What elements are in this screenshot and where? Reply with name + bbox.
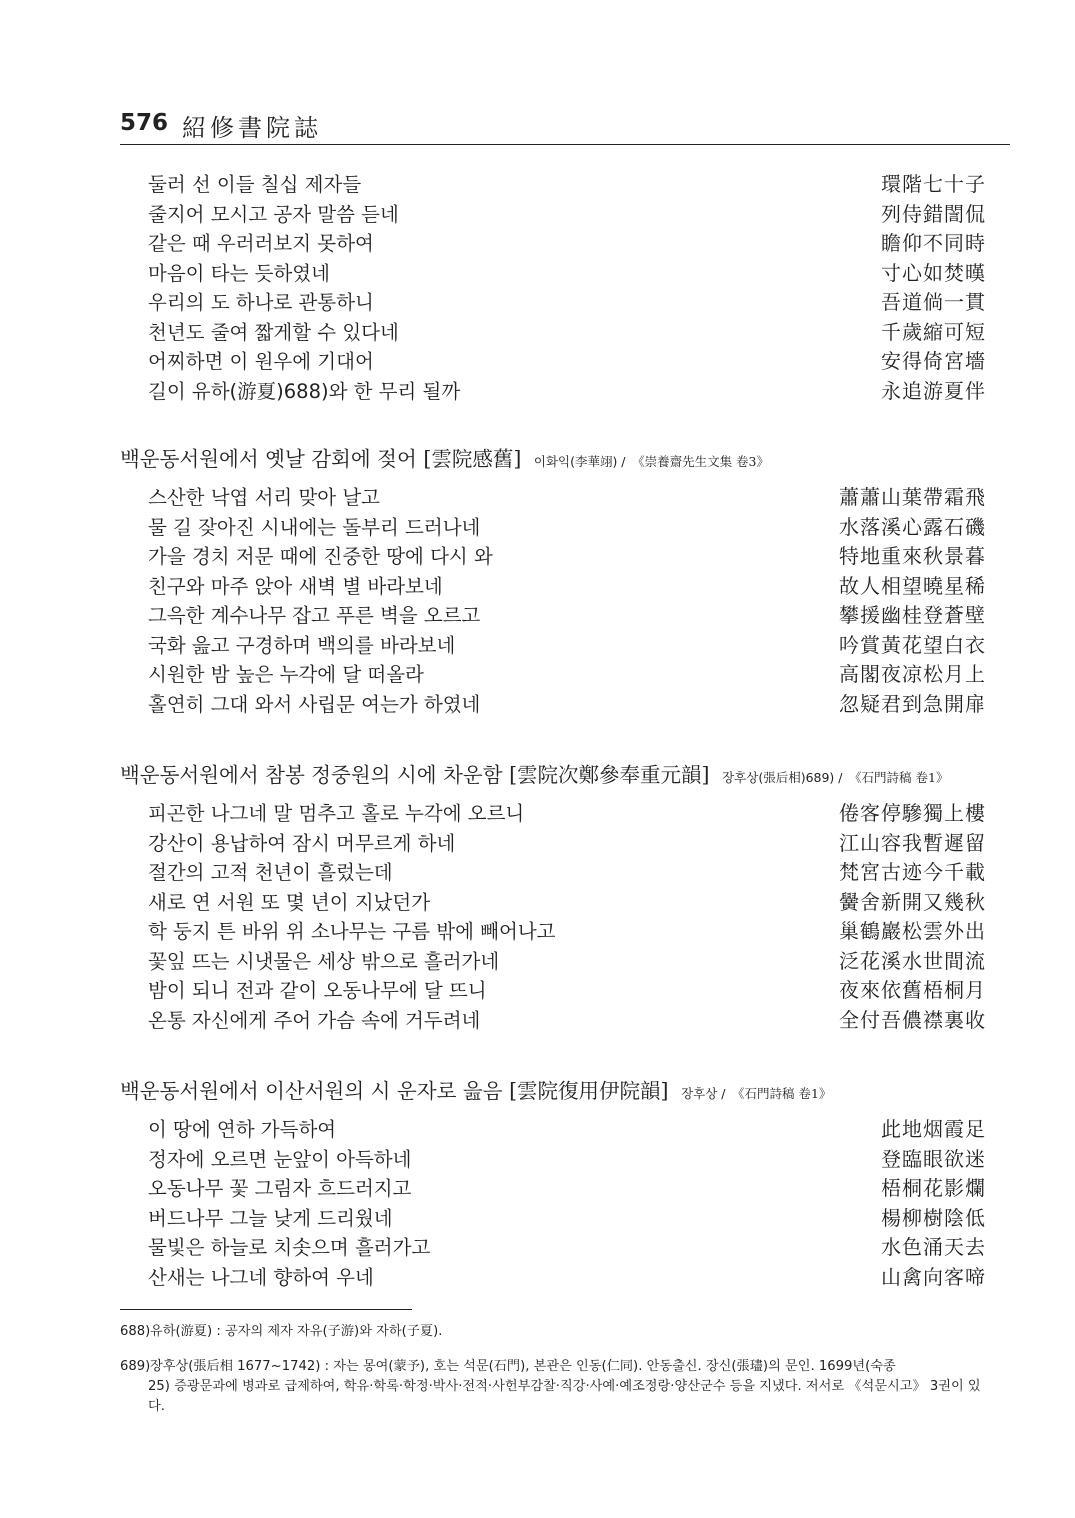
poem-2 [148,483,986,719]
section-title-chinese: [雲院復用伊院韻] [509,1079,669,1103]
footnote-number: 689) [120,1359,151,1374]
poem-line [148,1115,986,1145]
korean-line: 홀연히 그대 와서 사립문 여는가 하였네 [148,692,481,716]
poem-line [148,1233,986,1263]
chinese-line: 忽疑君到急開扉 [839,691,986,716]
chinese-line: 梧桐花影爛 [881,1176,986,1200]
chinese-line: 吾道倘一貫 [881,290,986,314]
chinese-line: 全付吾儂襟裏收 [839,1007,986,1032]
section-title [120,758,948,788]
korean-line: 온통 자신에게 주어 가슴 속에 거두려네 [148,1008,481,1032]
chinese-line: 倦客停驂獨上樓 [839,801,986,825]
poem-line [148,229,986,259]
poem-line [148,947,986,977]
korean-line: 같은 때 우러러보지 못하여 [148,232,374,255]
korean-line: 줄지어 모시고 공자 말씀 듣네 [148,202,399,226]
korean-line: 절간의 고적 천년이 흘렀는데 [148,861,393,884]
footnote-689 [120,1357,990,1417]
korean-line: 이 땅에 연하 가득하여 [148,1118,337,1141]
footnote-688 [120,1322,990,1342]
korean-line: 강산이 용납하여 잠시 머무르게 하네 [148,831,456,855]
korean-line: 산새는 나그네 향하여 우네 [148,1265,374,1289]
page-number: 576 [120,110,169,136]
poem-line [148,542,986,572]
source-book: 《崇養齋先生文集 卷3》 [632,454,769,469]
footnote-text: 장후상(張后相 1677~1742) : 자는 몽여(蒙予), 호는 석문(石門), 본관은 인동(仁同). 안동출신. 장신(張璶)의 문인. 1699년(숙종 [150,1359,896,1374]
chinese-line: 登臨眼欲迷 [881,1146,986,1171]
footnote-number: 688) [120,1324,151,1339]
poem-line [148,259,986,289]
poem-3 [148,799,986,1035]
chinese-line: 水色涌天去 [881,1235,986,1259]
poem-line [148,888,986,918]
poem-line [148,572,986,602]
chinese-line: 巢鶴巖松雲外出 [839,919,986,943]
poem-line [148,1174,986,1204]
chinese-line: 楊柳樹陰低 [881,1205,986,1230]
korean-line: 새로 연 서원 또 몇 년이 지났던가 [148,890,431,914]
book-title: 紹修書院誌 [182,114,322,142]
korean-line: 국화 읊고 구경하며 백의를 바라보네 [148,633,456,657]
chinese-line: 永追游夏伴 [881,378,986,403]
poem-line [148,200,986,230]
korean-line: 길이 유하(游夏)688)와 한 무리 될까 [148,379,461,403]
chinese-line: 夜來依舊梧桐月 [839,978,986,1002]
chinese-line: 環階七十子 [881,172,986,196]
korean-line: 스산한 낙엽 서리 맞아 날고 [148,486,381,509]
chinese-line: 列侍錯誾侃 [881,201,986,226]
poem-line [148,976,986,1006]
chinese-line: 故人相望曉星稀 [839,573,986,598]
poem-1 [148,170,986,406]
chinese-line: 安得倚宮墻 [881,349,986,373]
author: 장후상 / [681,1086,726,1101]
source-book: 《石門詩稿 卷1》 [849,770,949,785]
poem-line [148,318,986,348]
korean-line: 물빛은 하늘로 치솟으며 흘러가고 [148,1236,431,1259]
poem-line [148,858,986,888]
footnote-text: 유하(游夏) : 공자의 제자 자유(子游)와 자하(子夏). [150,1324,443,1339]
korean-line: 우리의 도 하나로 관통하니 [148,291,374,314]
poem-line [148,917,986,947]
section-title-chinese: [雲院感舊] [423,447,522,471]
section-title-chinese: [雲院次鄭參奉重元韻] [509,763,710,787]
poem-line [148,1263,986,1293]
korean-line: 천년도 줄여 짧게할 수 있다네 [148,320,399,344]
chinese-line: 此地烟霞足 [881,1117,986,1141]
poem-line [148,690,986,720]
korean-line: 버드나무 그늘 낮게 드리웠네 [148,1206,393,1230]
korean-line: 학 둥지 튼 바위 위 소나무는 구름 밖에 빼어나고 [148,920,556,943]
poem-line [148,1006,986,1036]
chinese-line: 攀援幽桂登蒼壁 [839,603,986,627]
korean-line: 가을 경치 저문 때에 진중한 땅에 다시 와 [148,545,493,568]
poem-line [148,483,986,513]
chinese-line: 高閣夜凉松月上 [839,662,986,686]
author: 이화익(李華翊) / [533,454,626,469]
chinese-line: 蕭蕭山葉帶霜飛 [839,485,986,509]
korean-line: 둘러 선 이들 칠십 제자들 [148,173,362,196]
poem-line [148,799,986,829]
korean-line: 오동나무 꽃 그림자 흐드러지고 [148,1177,412,1200]
chinese-line: 水落溪心露石磯 [839,514,986,539]
chinese-line: 寸心如焚暵 [881,260,986,285]
chinese-line: 瞻仰不同時 [881,231,986,255]
footnote-divider [120,1309,412,1310]
author: 장후상(張后相)689) / [722,770,843,785]
korean-line: 꽃잎 뜨는 시냇물은 세상 밖으로 흘러가네 [148,949,500,973]
chinese-line: 梵宮古迹今千載 [839,860,986,884]
chinese-line: 黌舍新開又幾秋 [839,889,986,914]
poem-line [148,377,986,407]
footnote-text-continued: 25) 증광문과에 병과로 급제하여, 학유·학록·학정·박사·전적·사헌부감찰·직강·사예·예조정랑·양산군수 등을 지냈다. 저서로 《석문시고》 3권이 있다. [148,1379,981,1414]
poem-line [148,829,986,859]
section-title [120,1074,831,1104]
section-title-korean: 백운동서원에서 옛날 감회에 젖어 [120,447,417,471]
source-book: 《石門詩稿 卷1》 [732,1086,832,1101]
korean-line: 어찌하면 이 원우에 기대어 [148,350,374,373]
korean-line: 피곤한 나그네 말 멈추고 홀로 누각에 오르니 [148,802,525,825]
korean-line: 친구와 마주 앉아 새벽 별 바라보네 [148,574,443,598]
section-title-korean: 백운동서원에서 참봉 정중원의 시에 차운함 [120,763,503,787]
poem-line [148,601,986,631]
poem-line [148,288,986,318]
korean-line: 물 길 잦아진 시내에는 돌부리 드러나네 [148,515,481,539]
poem-line [148,170,986,200]
poem-line [148,631,986,661]
poem-4 [148,1115,986,1292]
poem-line [148,1145,986,1175]
chinese-line: 吟賞黃花望白衣 [839,632,986,657]
poem-line [148,513,986,543]
korean-line: 밤이 되니 전과 같이 오동나무에 달 뜨니 [148,979,487,1002]
korean-line: 그윽한 계수나무 잡고 푸른 벽을 오르고 [148,604,481,627]
section-title [120,442,769,472]
chinese-line: 山禽向客啼 [881,1264,986,1289]
poem-line [148,660,986,690]
korean-line: 정자에 오르면 눈앞이 아득하네 [148,1147,412,1171]
korean-line: 마음이 타는 듯하였네 [148,261,330,285]
poem-line [148,347,986,377]
chinese-line: 千歲縮可短 [881,319,986,344]
chinese-line: 泛花溪水世間流 [839,948,986,973]
korean-line: 시원한 밤 높은 누각에 달 떠올라 [148,663,424,686]
chinese-line: 江山容我暫遲留 [839,830,986,855]
section-title-korean: 백운동서원에서 이산서원의 시 운자로 읊음 [120,1079,503,1103]
poem-line [148,1204,986,1234]
page-header [120,110,1010,145]
chinese-line: 特地重來秋景暮 [839,544,986,568]
